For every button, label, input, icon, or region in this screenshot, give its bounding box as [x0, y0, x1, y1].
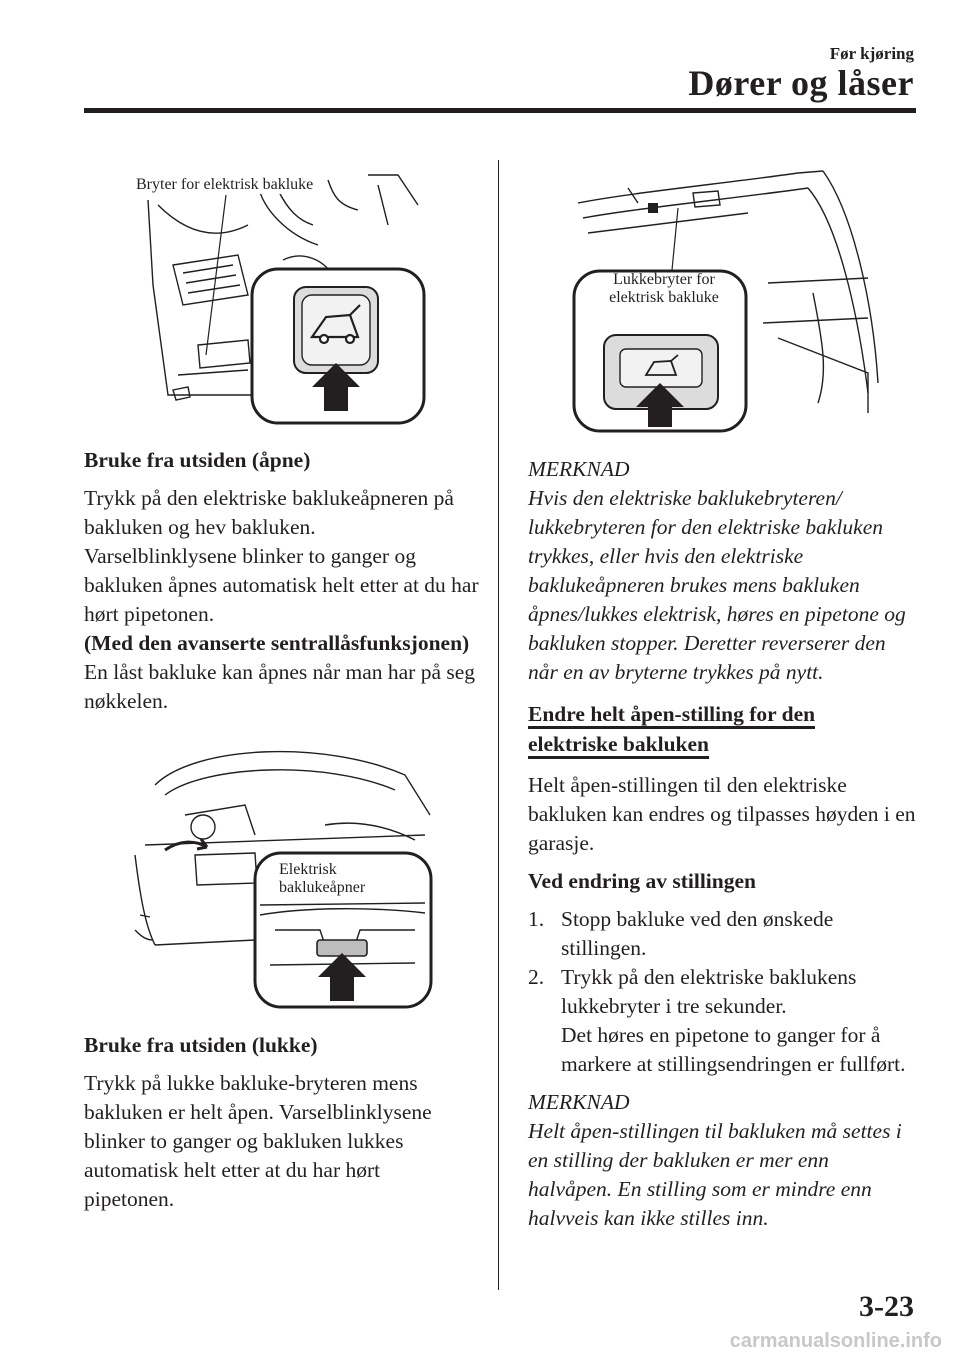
dashboard-drawing [128, 165, 428, 427]
advanced-heading: (Med den avanserte sentrallåsfunksjonen) [84, 631, 470, 655]
note-2-label: MERKNAD [528, 1090, 630, 1114]
close-paragraph: Trykk på lukke bakluke-bryteren mens bakluken er helt åpen. Varselblinklysene blinker to ganger og bakluken lukkes automatisk helt etter at du har hørt pipetonen. [84, 1071, 432, 1211]
close-switch-illustration [568, 163, 880, 438]
page-number: 3-23 [859, 1290, 914, 1323]
section-heading: Endre helt åpen-stilling for den elektriske bakluken [528, 699, 916, 759]
watermark-site: carmanualsonline.info [729, 1330, 942, 1352]
list-item: 1. Stopp bakluke ved den ønskede stillingen. [528, 907, 834, 960]
open-heading: Bruke fra utsiden (åpne) [84, 448, 311, 472]
close-heading: Bruke fra utsiden (lukke) [84, 1033, 318, 1057]
list-item: 2. Trykk på den elektriske baklukens lukkebryter i tre sekunder. Det høres en pipetone to ganger for å markere at stillingsendringen er fullført. [528, 965, 906, 1076]
note-2-text: Helt åpen-stillingen til bakluken må settes i en stilling der bakluken er mer enn halvåpen. En stilling som er mindre enn halvveis kan ikke stilles inn. [528, 1119, 902, 1230]
open-paragraph-2: Varselblinklysene blinker to ganger og bakluken åpnes automatisk helt etter at du har hørt pipetonen. [84, 544, 479, 626]
close-switch-caption: Lukkebryter for elektrisk bakluke [609, 271, 719, 306]
section-paragraph: Helt åpen-stillingen til den elektriske bakluken kan endres og tilpasses høyden i en garasje. [528, 773, 916, 855]
right-column [528, 455, 916, 1233]
advanced-paragraph: En låst bakluke kan åpnes når man har på seg nøkkelen. [84, 660, 476, 713]
note-1-label: MERKNAD [528, 457, 630, 481]
header-divider [84, 108, 916, 113]
open-paragraph-1: Trykk på den elektriske baklukeåpneren på bakluken og hev bakluken. [84, 486, 454, 539]
note-1-text: Hvis den elektriske baklukebryteren/ lukkebryteren for den elektriske bakluken trykkes, eller hvis den elektriske baklukeåpneren brukes mens bakluken åpnes/lukkes elektrisk, høres en pipetone og bakluken stopper. Deretter reverserer den når en av bryterne trykkes på nytt. [528, 486, 906, 684]
left-column-lower [84, 1031, 474, 1214]
opener-caption: Elektrisk baklukeåpner [279, 861, 366, 896]
interior-switch-caption: Bryter for elektrisk bakluke [136, 176, 314, 193]
column-divider [498, 160, 499, 1290]
page-title: Dører og låser [688, 63, 914, 103]
left-column-upper [84, 446, 484, 716]
change-heading: Ved endring av stillingen [528, 869, 756, 893]
exterior-opener-illustration [125, 735, 435, 1010]
interior-switch-illustration [128, 165, 428, 427]
section-label: Før kjøring [829, 44, 914, 63]
